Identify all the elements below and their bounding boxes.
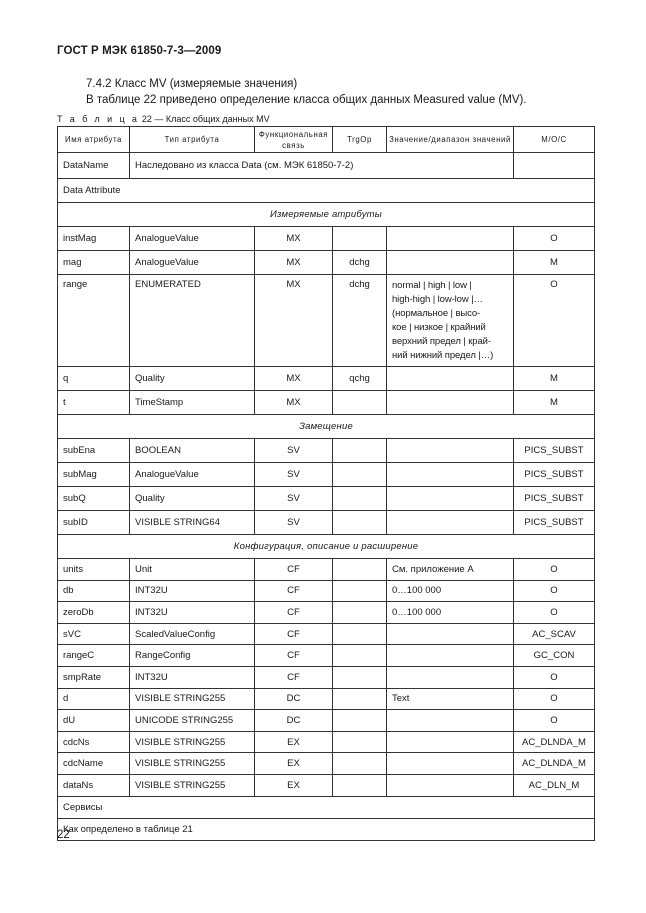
fc-cell: EX: [255, 774, 333, 796]
services-row: [58, 796, 595, 818]
dataname-moc-cell: [514, 153, 595, 179]
caption-text: 22 — Класс общих данных MV: [139, 114, 270, 124]
attribute-name-cell: q: [58, 367, 130, 391]
fc-cell: CF: [255, 645, 333, 667]
trgop-cell: [333, 559, 387, 581]
attribute-name-cell: dU: [58, 710, 130, 732]
table-row: [58, 666, 595, 688]
value-range-cell: [387, 511, 514, 535]
table-row: [58, 439, 595, 463]
trgop-cell: [333, 580, 387, 602]
moc-cell: PICS_SUBST: [514, 439, 595, 463]
trgop-cell: [333, 439, 387, 463]
trgop-cell: [333, 227, 387, 251]
attribute-type-cell: Quality: [130, 367, 255, 391]
moc-cell: AC_DLNDA_M: [514, 731, 595, 753]
table-row: [58, 251, 595, 275]
fc-cell: SV: [255, 439, 333, 463]
section-label-measured: Измеряемые атрибуты: [58, 203, 595, 227]
trgop-cell: qchg: [333, 367, 387, 391]
table-caption: [57, 114, 270, 124]
attribute-type-cell: ENUMERATED: [130, 275, 255, 367]
value-range-cell: [387, 487, 514, 511]
services-text: Как определено в таблице 21: [58, 818, 595, 840]
section-label-config: Конфигурация, описание и расширение: [58, 535, 595, 559]
table-row: [58, 623, 595, 645]
attribute-name-cell: smpRate: [58, 666, 130, 688]
fc-cell: MX: [255, 391, 333, 415]
section-label-substitution: Замещение: [58, 415, 595, 439]
value-range-cell: [387, 666, 514, 688]
value-range-cell: 0…100 000: [387, 602, 514, 624]
table-body: [58, 153, 595, 841]
trgop-cell: dchg: [333, 275, 387, 367]
moc-cell: O: [514, 227, 595, 251]
moc-cell: O: [514, 666, 595, 688]
attribute-name-cell: dataNs: [58, 774, 130, 796]
attribute-type-cell: VISIBLE STRING64: [130, 511, 255, 535]
table-row: [58, 511, 595, 535]
section-row-measured: [58, 203, 595, 227]
value-range-cell: См. приложение А: [387, 559, 514, 581]
attribute-type-cell: VISIBLE STRING255: [130, 731, 255, 753]
value-range-cell: [387, 731, 514, 753]
fc-cell: MX: [255, 227, 333, 251]
fc-cell: DC: [255, 710, 333, 732]
fc-cell: CF: [255, 580, 333, 602]
attribute-type-cell: INT32U: [130, 602, 255, 624]
table-row: [58, 710, 595, 732]
table-row: [58, 731, 595, 753]
attribute-type-cell: TimeStamp: [130, 391, 255, 415]
fc-cell: CF: [255, 623, 333, 645]
section-intro: В таблице 22 приведено определение класса общих данных Measured value (MV).: [86, 94, 527, 106]
table-row: [58, 688, 595, 710]
attribute-name-cell: range: [58, 275, 130, 367]
attribute-name-cell: d: [58, 688, 130, 710]
trgop-cell: [333, 602, 387, 624]
header-attr-name: Имя атрибута: [58, 127, 130, 153]
value-range-line: normal | high | low |: [392, 280, 472, 291]
fc-cell: CF: [255, 602, 333, 624]
fc-cell: CF: [255, 559, 333, 581]
attribute-type-cell: RangeConfig: [130, 645, 255, 667]
table-row: [58, 774, 595, 796]
section-row-substitution: [58, 415, 595, 439]
value-range-cell: [387, 463, 514, 487]
value-range-cell: Text: [387, 688, 514, 710]
attribute-name-cell: subQ: [58, 487, 130, 511]
standard-number: ГОСТ Р МЭК 61850-7-3—2009: [57, 45, 222, 57]
attribute-name-cell: sVC: [58, 623, 130, 645]
trgop-cell: [333, 463, 387, 487]
value-range-cell: [387, 439, 514, 463]
trgop-cell: [333, 774, 387, 796]
dataname-row: [58, 153, 595, 179]
attribute-name-cell: mag: [58, 251, 130, 275]
section-title: 7.4.2 Класс MV (измеряемые значения): [86, 78, 298, 90]
attribute-type-cell: AnalogueValue: [130, 463, 255, 487]
mv-class-table: [57, 126, 595, 841]
moc-cell: M: [514, 251, 595, 275]
caption-prefix: Т а б л и ц а: [57, 114, 140, 124]
value-range-line: (нормальное | высо-: [392, 308, 481, 319]
attribute-type-cell: Quality: [130, 487, 255, 511]
table-row: [58, 580, 595, 602]
attribute-type-cell: Unit: [130, 559, 255, 581]
value-range-line: ний нижний предел |…): [392, 350, 494, 361]
value-range-cell: [387, 275, 514, 367]
value-range-cell: [387, 710, 514, 732]
trgop-cell: dchg: [333, 251, 387, 275]
attribute-name-cell: db: [58, 580, 130, 602]
services-label: Сервисы: [58, 796, 595, 818]
dataname-cell: DataName: [58, 153, 130, 179]
attribute-type-cell: INT32U: [130, 666, 255, 688]
value-range-cell: [387, 227, 514, 251]
moc-cell: O: [514, 559, 595, 581]
header-fc: Функциональная связь: [255, 127, 333, 153]
moc-cell: PICS_SUBST: [514, 487, 595, 511]
data-attribute-label: Data Attribute: [58, 179, 595, 203]
attribute-type-cell: AnalogueValue: [130, 251, 255, 275]
value-range-line: high-high | low-low |…: [392, 294, 483, 305]
attribute-type-cell: UNICODE STRING255: [130, 710, 255, 732]
value-range-cell: [387, 367, 514, 391]
trgop-cell: [333, 391, 387, 415]
trgop-cell: [333, 731, 387, 753]
value-range-cell: [387, 251, 514, 275]
fc-cell: MX: [255, 367, 333, 391]
header-moc: М/О/С: [514, 127, 595, 153]
fc-cell: DC: [255, 688, 333, 710]
section-row-config: [58, 535, 595, 559]
table-row: [58, 391, 595, 415]
trgop-cell: [333, 688, 387, 710]
value-range-cell: [387, 645, 514, 667]
attribute-name-cell: rangeC: [58, 645, 130, 667]
moc-cell: O: [514, 602, 595, 624]
moc-cell: AC_SCAV: [514, 623, 595, 645]
attribute-type-cell: ScaledValueConfig: [130, 623, 255, 645]
table-row: [58, 487, 595, 511]
table-row: [58, 367, 595, 391]
moc-cell: AC_DLNDA_M: [514, 753, 595, 775]
attribute-name-cell: instMag: [58, 227, 130, 251]
value-range-cell: [387, 774, 514, 796]
trgop-cell: [333, 645, 387, 667]
attribute-name-cell: cdcName: [58, 753, 130, 775]
value-range-line: верхний предел | край-: [392, 336, 491, 347]
value-range-cell: [387, 623, 514, 645]
attribute-type-cell: BOOLEAN: [130, 439, 255, 463]
value-range-cell: [387, 753, 514, 775]
table-row: [58, 227, 595, 251]
moc-cell: O: [514, 688, 595, 710]
attribute-name-cell: cdcNs: [58, 731, 130, 753]
attribute-type-cell: VISIBLE STRING255: [130, 774, 255, 796]
fc-cell: EX: [255, 731, 333, 753]
trgop-cell: [333, 753, 387, 775]
page-number: 22: [57, 829, 70, 841]
header-value-range: Значение/диапазон значений: [387, 127, 514, 153]
services-text-row: [58, 818, 595, 840]
attribute-name-cell: subMag: [58, 463, 130, 487]
table-row: [58, 559, 595, 581]
table-row: [58, 463, 595, 487]
moc-cell: M: [514, 391, 595, 415]
attribute-name-cell: subID: [58, 511, 130, 535]
header-trgop: TrgOp: [333, 127, 387, 153]
fc-cell: EX: [255, 753, 333, 775]
moc-cell: AC_DLN_M: [514, 774, 595, 796]
value-range-line: кое | низкое | крайний: [392, 322, 486, 333]
attribute-type-cell: VISIBLE STRING255: [130, 688, 255, 710]
attribute-type-cell: VISIBLE STRING255: [130, 753, 255, 775]
fc-cell: CF: [255, 666, 333, 688]
attribute-name-cell: units: [58, 559, 130, 581]
table-row: [58, 275, 595, 367]
attribute-type-cell: AnalogueValue: [130, 227, 255, 251]
table-header-row: [58, 127, 595, 153]
dataname-inherit-cell: Наследовано из класса Data (см. МЭК 61850-7-2): [130, 153, 514, 179]
attribute-type-cell: INT32U: [130, 580, 255, 602]
header-attr-type: Тип атрибута: [130, 127, 255, 153]
trgop-cell: [333, 666, 387, 688]
fc-cell: SV: [255, 487, 333, 511]
table-row: [58, 645, 595, 667]
moc-cell: M: [514, 367, 595, 391]
fc-cell: SV: [255, 463, 333, 487]
attribute-name-cell: subEna: [58, 439, 130, 463]
fc-cell: MX: [255, 275, 333, 367]
attribute-name-cell: zeroDb: [58, 602, 130, 624]
trgop-cell: [333, 710, 387, 732]
value-range-cell: 0…100 000: [387, 580, 514, 602]
attribute-name-cell: t: [58, 391, 130, 415]
moc-cell: O: [514, 275, 595, 367]
trgop-cell: [333, 623, 387, 645]
trgop-cell: [333, 511, 387, 535]
fc-cell: MX: [255, 251, 333, 275]
fc-cell: SV: [255, 511, 333, 535]
table-row: [58, 753, 595, 775]
moc-cell: GC_CON: [514, 645, 595, 667]
moc-cell: PICS_SUBST: [514, 463, 595, 487]
moc-cell: PICS_SUBST: [514, 511, 595, 535]
table-row: [58, 602, 595, 624]
data-attribute-row: [58, 179, 595, 203]
value-range-cell: [387, 391, 514, 415]
trgop-cell: [333, 487, 387, 511]
moc-cell: O: [514, 710, 595, 732]
moc-cell: O: [514, 580, 595, 602]
